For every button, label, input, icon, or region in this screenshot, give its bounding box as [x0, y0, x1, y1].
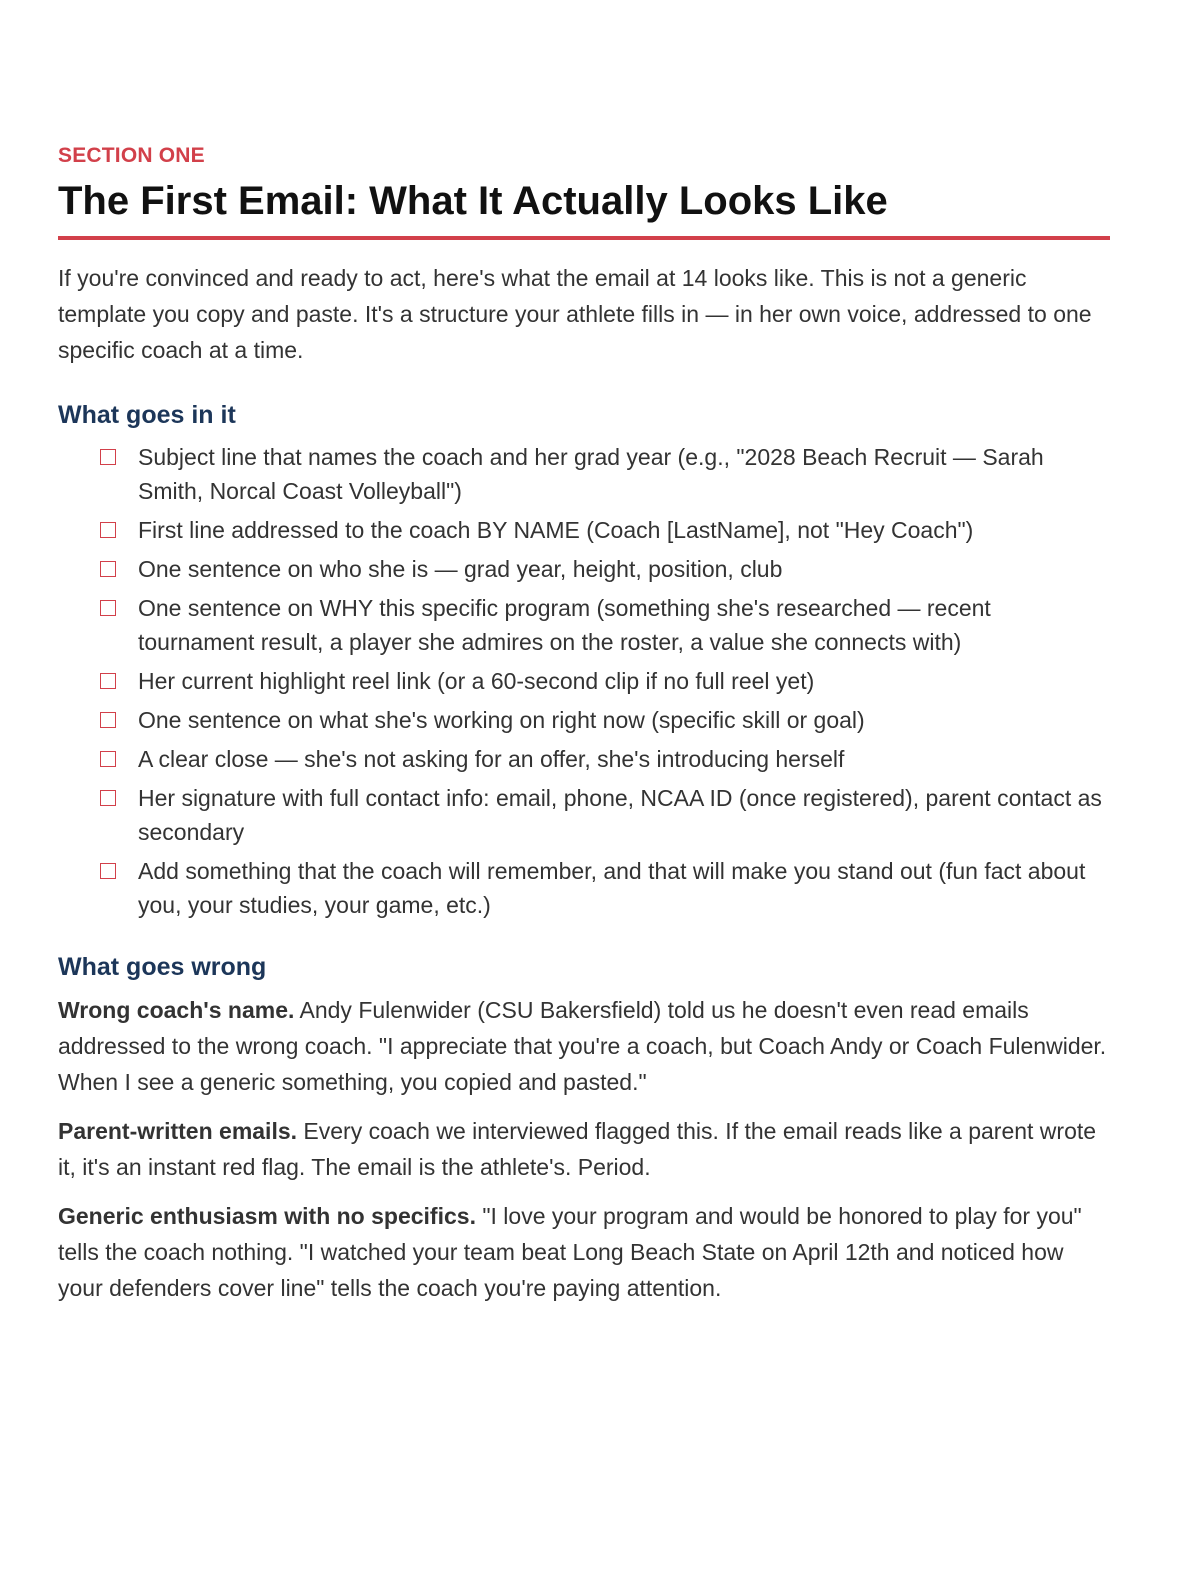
- checklist-item: [100, 552, 1110, 586]
- checklist-item: [100, 854, 1110, 922]
- checklist-item-text: Her current highlight reel link (or a 60-second clip if no full reel yet): [138, 668, 815, 694]
- checklist-item: [100, 591, 1110, 659]
- checklist-item: [100, 703, 1110, 737]
- checklist-item-text: Add something that the coach will remember, and that will make you stand out (fun fact about you, your studies, your game, etc.): [138, 858, 1086, 918]
- checkbox-icon: [100, 561, 116, 577]
- checkbox-icon: [100, 522, 116, 538]
- what-goes-in-heading: What goes in it: [58, 401, 236, 429]
- checklist-item-text: One sentence on who she is — grad year, height, position, club: [138, 556, 783, 582]
- checkbox-icon: [100, 751, 116, 767]
- page-title: The First Email: What It Actually Looks Like: [58, 176, 1110, 240]
- paragraph-lead: Wrong coach's name.: [58, 997, 295, 1023]
- checklist-item-text: Her signature with full contact info: email, phone, NCAA ID (once registered), parent contact as secondary: [138, 785, 1102, 845]
- checklist-item: [100, 513, 1110, 547]
- checklist: [58, 440, 1110, 922]
- checklist-item: [100, 781, 1110, 849]
- checklist-item: [100, 440, 1110, 508]
- checklist-item: [100, 664, 1110, 698]
- paragraph-text: "I love your program and would be honored to play for you" tells the coach nothing. "I watched your team beat Long Beach State on April 12th and noticed how your defenders cover line" tells the coach you're paying attention.: [58, 1203, 1082, 1301]
- checklist-item-text: One sentence on what she's working on right now (specific skill or goal): [138, 707, 865, 733]
- checklist-item-text: Subject line that names the coach and her grad year (e.g., "2028 Beach Recruit — Sarah Smith, Norcal Coast Volleyball"): [138, 444, 1044, 504]
- checklist-item-text: One sentence on WHY this specific program (something she's researched — recent tournament result, a player she admires on the roster, a value she connects with): [138, 595, 991, 655]
- paragraph-text: Every coach we interviewed flagged this. If the email reads like a parent wrote it, it's an instant red flag. The email is the athlete's. Period.: [58, 1118, 1097, 1180]
- paragraph-lead: Parent-written emails.: [58, 1118, 298, 1144]
- checklist-item-text: First line addressed to the coach BY NAME (Coach [LastName], not "Hey Coach"): [138, 517, 974, 543]
- intro-paragraph: If you're convinced and ready to act, here's what the email at 14 looks like. This is not a generic template you copy and paste. It's a structure your athlete fills in — in her own voice, addressed to one specific coach at a time.: [58, 265, 1092, 363]
- checklist-item: [100, 742, 1110, 776]
- parent-written-paragraph: [58, 1113, 1110, 1185]
- generic-enthusiasm-paragraph: [58, 1198, 1110, 1306]
- wrong-coach-name-paragraph: [58, 992, 1110, 1100]
- paragraph-text: Andy Fulenwider (CSU Bakersfield) told us he doesn't even read emails addressed to the wrong coach. "I appreciate that you're a coach, but Coach Andy or Coach Fulenwider. When I see a generic something, you copied and pasted.": [58, 997, 1107, 1095]
- paragraph-lead: Generic enthusiasm with no specifics.: [58, 1203, 476, 1229]
- checklist-item-text: A clear close — she's not asking for an offer, she's introducing herself: [138, 746, 845, 772]
- checkbox-icon: [100, 673, 116, 689]
- what-goes-wrong-heading: What goes wrong: [58, 953, 267, 981]
- checkbox-icon: [100, 449, 116, 465]
- section-label: SECTION ONE: [58, 144, 205, 167]
- checkbox-icon: [100, 863, 116, 879]
- checkbox-icon: [100, 790, 116, 806]
- checkbox-icon: [100, 600, 116, 616]
- checkbox-icon: [100, 712, 116, 728]
